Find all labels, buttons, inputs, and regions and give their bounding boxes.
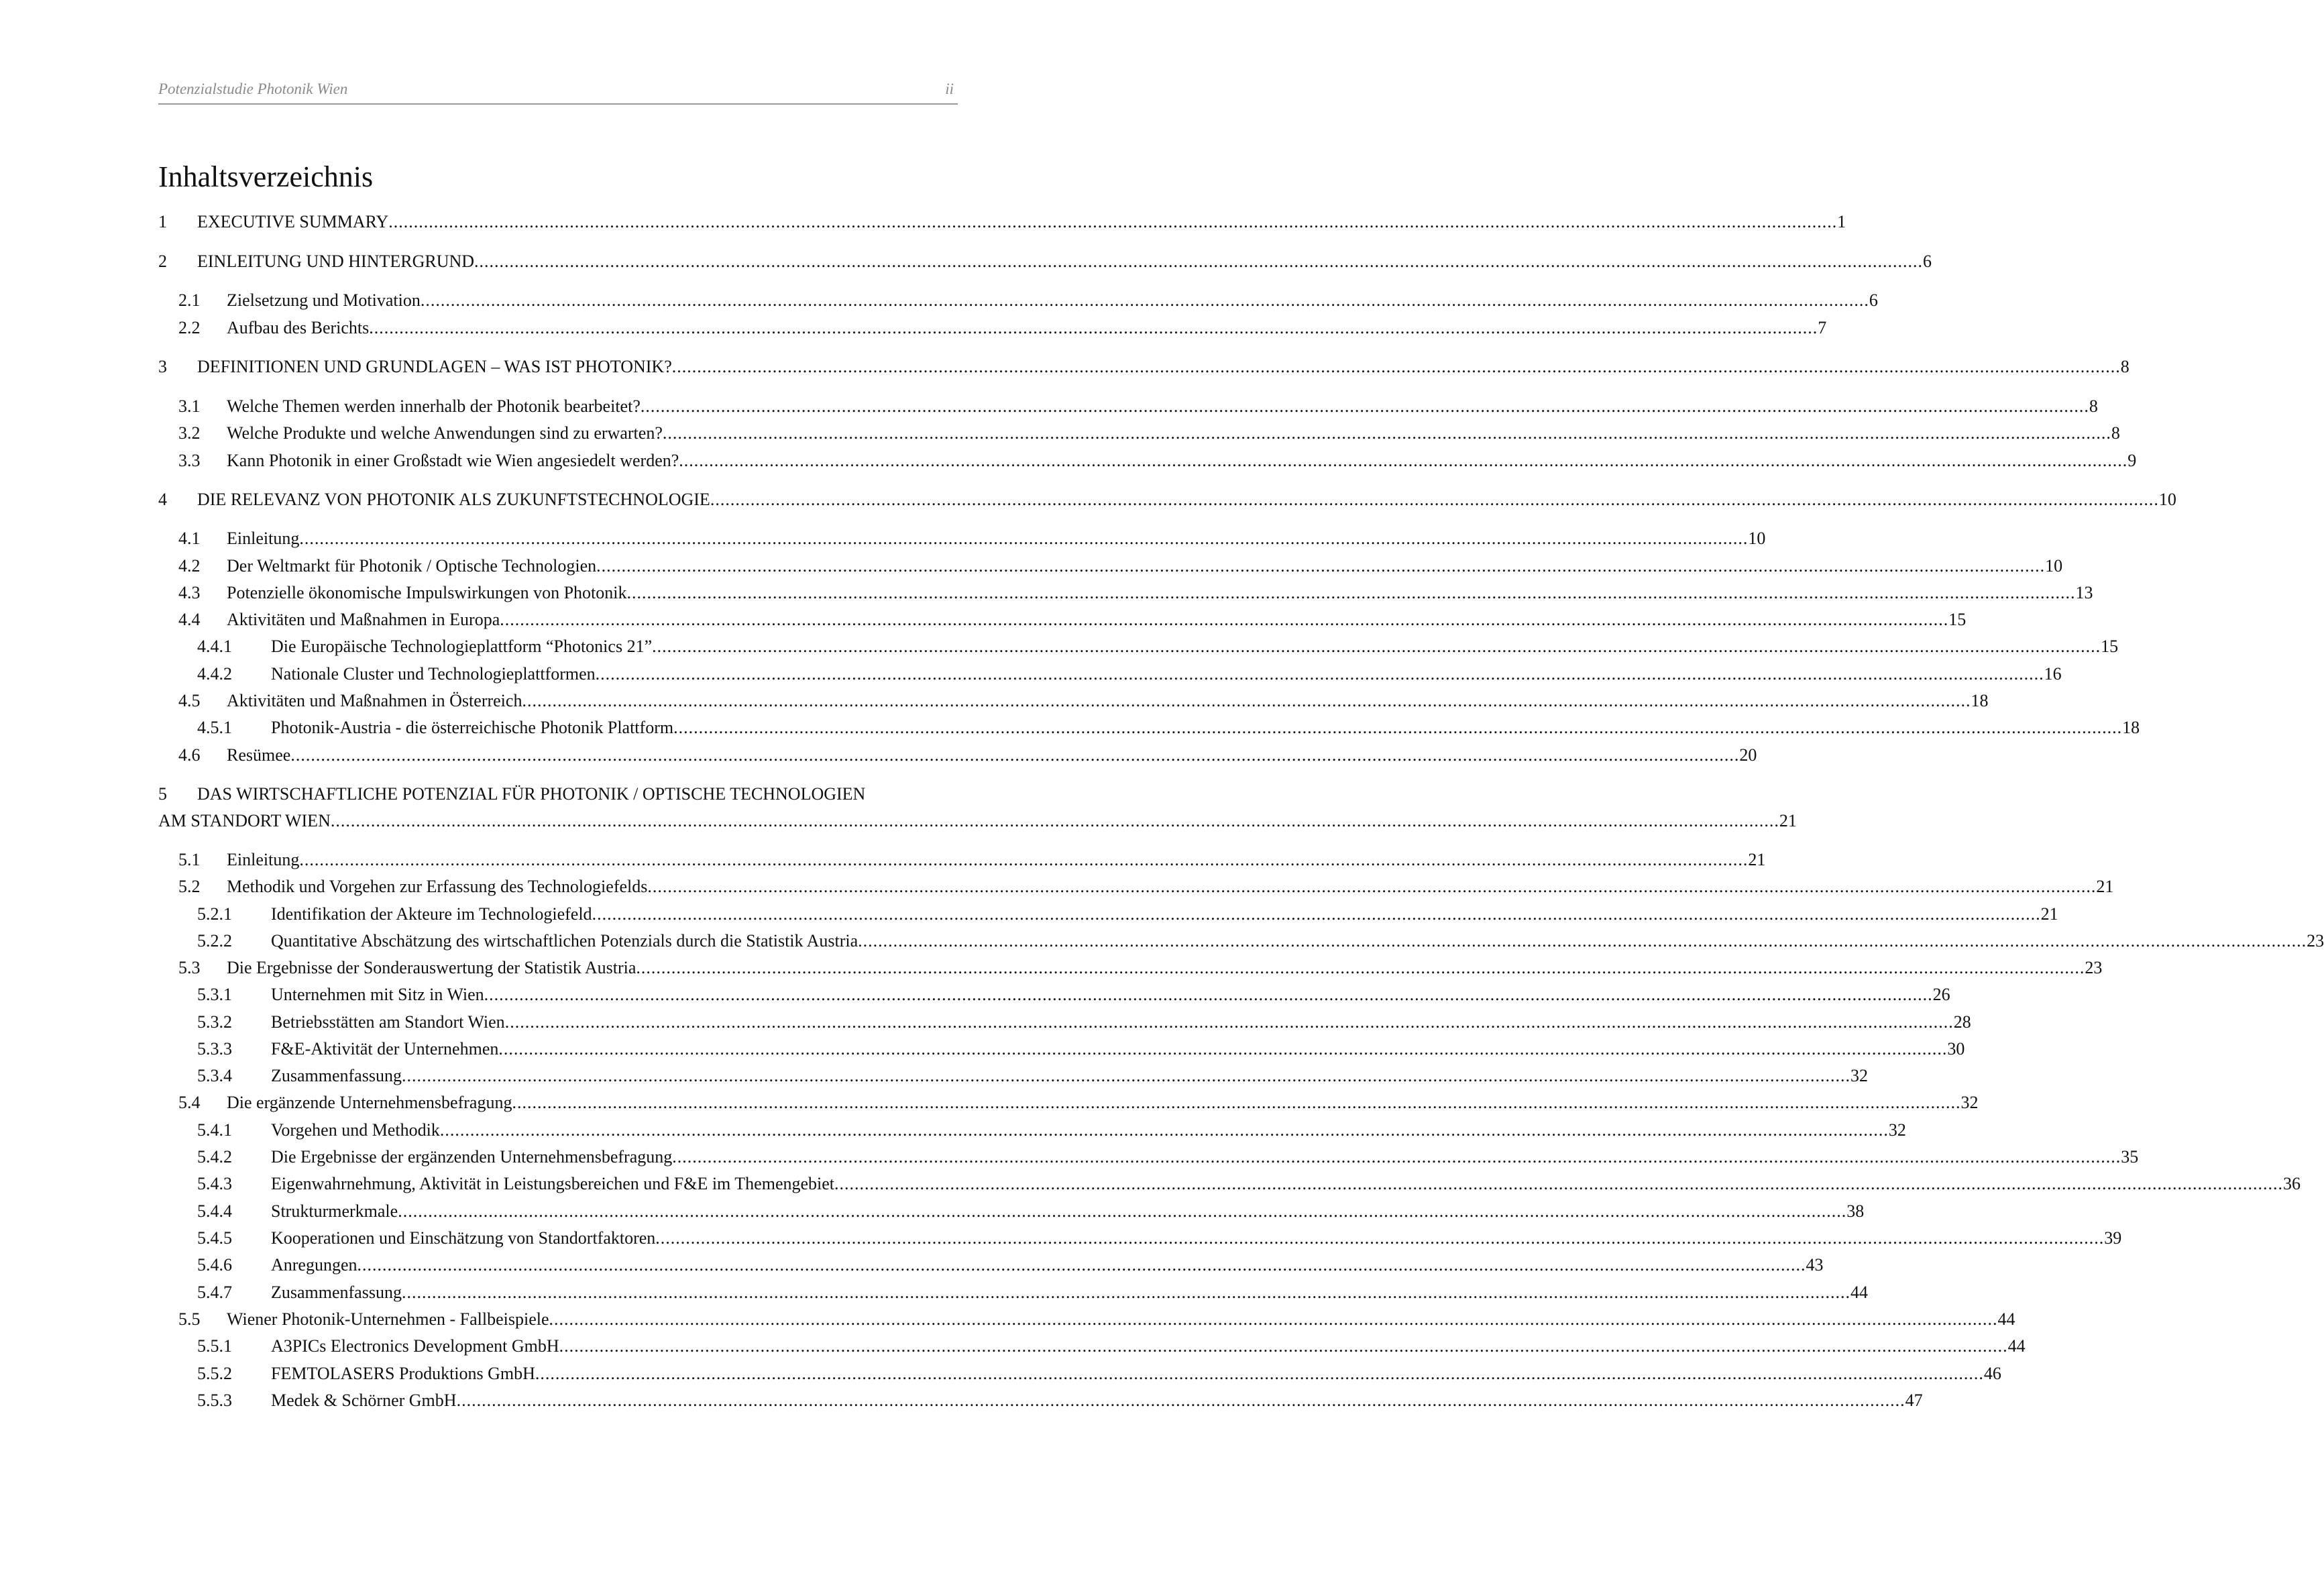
toc-entry[interactable] [158, 395, 2098, 418]
dot-leader: ................................................................................................................................................................................................................................................................................................ [420, 290, 1869, 310]
entry-number: 5.4.6 [197, 1255, 232, 1275]
entry-number: 5 [158, 784, 167, 804]
toc-entry[interactable] [158, 1308, 2015, 1331]
toc-entry[interactable] [158, 1200, 1865, 1223]
entry-page: 44 [1997, 1309, 2015, 1329]
entry-number: 4.5 [178, 691, 201, 710]
toc-entry[interactable] [158, 582, 2093, 604]
entry-number: 5.4.3 [197, 1174, 232, 1193]
entry-number: 5.3.2 [197, 1012, 232, 1032]
entry-title: Photonik-Austria - die österreichische Photonik Plattform [271, 718, 674, 737]
entry-page: 1 [1837, 212, 1846, 231]
entry-page: 44 [2007, 1336, 2026, 1356]
entry-page: 7 [1818, 318, 1827, 337]
toc-entry[interactable] [158, 1362, 2001, 1385]
entry-title: Methodik und Vorgehen zur Erfassung des Technologiefelds [227, 877, 648, 896]
entry-page: 36 [2283, 1174, 2301, 1193]
dot-leader: ................................................................................................................................................................................................................................................................................................ [456, 1391, 1905, 1410]
entry-page: 6 [1869, 290, 1878, 310]
toc-entry[interactable] [158, 1065, 1868, 1087]
entry-page: 10 [2158, 490, 2176, 509]
entry-number: 5.2.2 [197, 931, 232, 951]
toc-entry-first-line[interactable] [158, 783, 955, 806]
toc-entry[interactable] [158, 211, 1846, 233]
entry-title: Die Ergebnisse der ergänzenden Unternehmensbefragung [271, 1147, 673, 1167]
dot-leader: ................................................................................................................................................................................................................................................................................................ [498, 1039, 1948, 1059]
entry-number: 4.4.2 [197, 664, 232, 684]
toc-entry[interactable] [158, 930, 2324, 953]
toc-entry[interactable] [158, 1254, 1824, 1277]
entry-page: 20 [1739, 745, 1757, 765]
toc-entry[interactable] [158, 1335, 2026, 1358]
dot-leader: ................................................................................................................................................................................................................................................................................................ [662, 423, 2111, 443]
page-header [158, 79, 958, 105]
dot-leader: ................................................................................................................................................................................................................................................................................................ [647, 877, 2097, 896]
entry-title: Einleitung [227, 529, 300, 548]
toc-entry[interactable] [158, 1146, 2139, 1169]
toc-entry[interactable] [158, 289, 1878, 312]
toc-entry[interactable] [158, 663, 2062, 686]
toc-entry[interactable] [158, 449, 2137, 472]
dot-leader: ................................................................................................................................................................................................................................................................................................ [858, 931, 2307, 951]
dot-leader: ................................................................................................................................................................................................................................................................................................ [640, 396, 2089, 416]
entry-number: 5.2 [178, 877, 201, 896]
dot-leader: ................................................................................................................................................................................................................................................................................................ [592, 904, 2041, 924]
entry-number: 5.1 [178, 850, 201, 869]
toc-entry[interactable] [158, 1011, 1971, 1034]
entry-page: 46 [1983, 1364, 2001, 1383]
dot-leader: ................................................................................................................................................................................................................................................................................................ [655, 1228, 2105, 1248]
dot-leader: ................................................................................................................................................................................................................................................................................................ [401, 1066, 1850, 1085]
toc-entry[interactable] [158, 250, 1932, 273]
entry-number: 5.2.1 [197, 904, 232, 924]
entry-title: Anregungen [271, 1255, 357, 1275]
toc-entry[interactable] [158, 716, 2140, 739]
toc-entry[interactable] [158, 317, 1827, 339]
dot-leader: ................................................................................................................................................................................................................................................................................................ [679, 451, 2128, 470]
entry-number: 2 [158, 252, 167, 271]
toc-entry[interactable] [158, 1091, 1979, 1114]
dot-leader: ................................................................................................................................................................................................................................................................................................ [439, 1120, 1889, 1140]
entry-page: 26 [1932, 985, 1950, 1004]
entry-title: EXECUTIVE SUMMARY [197, 212, 389, 231]
entry-title: DAS WIRTSCHAFTLICHE POTENZIAL FÜR PHOTONIK / OPTISCHE TECHNOLOGIEN [197, 784, 866, 804]
entry-title: EINLEITUNG UND HINTERGRUND [197, 252, 475, 271]
dot-leader: ................................................................................................................................................................................................................................................................................................ [512, 1093, 1961, 1112]
entry-title: DEFINITIONEN UND GRUNDLAGEN – WAS IST PHOTONIK? [197, 357, 672, 376]
entry-number: 3.2 [178, 423, 201, 443]
dot-leader: ................................................................................................................................................................................................................................................................................................ [299, 529, 1749, 548]
entry-number: 3 [158, 357, 167, 376]
entry-page: 21 [2096, 877, 2114, 896]
entry-title: Die ergänzende Unternehmensbefragung [227, 1093, 512, 1112]
dot-leader: ................................................................................................................................................................................................................................................................................................ [299, 850, 1749, 869]
entry-title: Die Ergebnisse der Sonderauswertung der Statistik Austria [227, 958, 637, 977]
entry-title: Aktivitäten und Maßnahmen in Europa [227, 610, 500, 629]
entry-title-continued: AM STANDORT WIEN [158, 811, 331, 830]
dot-leader: ................................................................................................................................................................................................................................................................................................ [357, 1255, 1806, 1275]
dot-leader: ................................................................................................................................................................................................................................................................................................ [636, 958, 2085, 977]
entry-page: 23 [2307, 931, 2324, 951]
entry-page: 8 [2089, 396, 2098, 416]
entry-page: 8 [2111, 423, 2120, 443]
entry-page: 10 [1748, 529, 1766, 548]
dot-leader: ................................................................................................................................................................................................................................................................................................ [671, 357, 2121, 376]
entry-number: 4 [158, 490, 167, 509]
entry-title: Quantitative Abschätzung des wirtschaftlichen Potenzials durch die Statistik Austria [271, 931, 859, 951]
dot-leader: ................................................................................................................................................................................................................................................................................................ [290, 745, 1740, 765]
entry-page: 6 [1923, 252, 1932, 271]
entry-number: 5.3.1 [197, 985, 232, 1004]
toc-entry[interactable] [158, 1173, 2301, 1195]
entry-page: 28 [1953, 1012, 1971, 1032]
entry-title: Einleitung [227, 850, 300, 869]
entry-number: 5.5 [178, 1309, 201, 1329]
dot-leader: ................................................................................................................................................................................................................................................................................................ [672, 1147, 2121, 1167]
entry-title: Wiener Photonik-Unternehmen - Fallbeispiele [227, 1309, 549, 1329]
page-number: ii [945, 80, 954, 97]
dot-leader: ................................................................................................................................................................................................................................................................................................ [369, 318, 1818, 337]
toc-entry[interactable] [158, 1389, 1923, 1412]
entry-number: 5.5.1 [197, 1336, 232, 1356]
entry-number: 2.1 [178, 290, 201, 310]
entry-title: F&E-Aktivität der Unternehmen [271, 1039, 499, 1059]
entry-page: 30 [1947, 1039, 1965, 1059]
running-title: Potenzialstudie Photonik Wien [158, 80, 348, 97]
entry-title: A3PICs Electronics Development GmbH [271, 1336, 559, 1356]
entry-title: Aufbau des Berichts [227, 318, 370, 337]
dot-leader: ................................................................................................................................................................................................................................................................................................ [474, 252, 1924, 271]
toc-entry[interactable] [158, 810, 1797, 832]
entry-title: Kooperationen und Einschätzung von Standortfaktoren [271, 1228, 656, 1248]
entry-page: 16 [2044, 664, 2062, 684]
entry-page: 13 [2075, 583, 2093, 602]
toc-entry[interactable] [158, 1281, 1868, 1304]
dot-leader: ................................................................................................................................................................................................................................................................................................ [710, 490, 2159, 509]
entry-page: 38 [1846, 1201, 1865, 1221]
dot-leader: ................................................................................................................................................................................................................................................................................................ [626, 583, 2076, 602]
dot-leader: ................................................................................................................................................................................................................................................................................................ [330, 811, 1779, 830]
toc-entry[interactable] [158, 608, 1967, 631]
entry-title: Zielsetzung und Motivation [227, 290, 421, 310]
toc-entry[interactable] [158, 635, 2119, 658]
entry-page: 32 [1850, 1066, 1868, 1085]
entry-title: Zusammenfassung [271, 1283, 402, 1302]
entry-number: 5.4 [178, 1093, 201, 1112]
entry-title: Vorgehen und Methodik [271, 1120, 440, 1140]
entry-number: 5.3.3 [197, 1039, 232, 1059]
entry-title: Unternehmen mit Sitz in Wien [271, 985, 484, 1004]
dot-leader: ................................................................................................................................................................................................................................................................................................ [500, 610, 1949, 629]
entry-title: Betriebsstätten am Standort Wien [271, 1012, 505, 1032]
entry-number: 5.5.3 [197, 1391, 232, 1410]
entry-number: 3.3 [178, 451, 201, 470]
toc-entry[interactable] [158, 555, 2063, 578]
entry-page: 23 [2085, 958, 2103, 977]
toc-entry[interactable] [158, 527, 1766, 550]
entry-number: 4.5.1 [197, 718, 232, 737]
dot-leader: ................................................................................................................................................................................................................................................................................................ [834, 1174, 2284, 1193]
entry-title: Aktivitäten und Maßnahmen in Österreich [227, 691, 522, 710]
dot-leader: ................................................................................................................................................................................................................................................................................................ [559, 1336, 2008, 1356]
entry-page: 47 [1905, 1391, 1923, 1410]
entry-number: 4.4 [178, 610, 201, 629]
entry-page: 9 [2127, 451, 2137, 470]
entry-title: DIE RELEVANZ VON PHOTONIK ALS ZUKUNFTSTECHNOLOGIE [197, 490, 710, 509]
entry-number: 2.2 [178, 318, 201, 337]
toc-entry[interactable] [158, 744, 1757, 767]
entry-page: 39 [2104, 1228, 2122, 1248]
entry-number: 5.4.1 [197, 1120, 232, 1140]
entry-title: Identifikation der Akteure im Technologiefeld [271, 904, 592, 924]
toc-entry[interactable] [158, 356, 2129, 378]
entry-page: 18 [2122, 718, 2140, 737]
entry-page: 32 [1960, 1093, 1979, 1112]
entry-number: 5.3 [178, 958, 201, 977]
toc-entry[interactable] [158, 488, 2176, 511]
entry-number: 5.3.4 [197, 1066, 232, 1085]
dot-leader: ................................................................................................................................................................................................................................................................................................ [673, 718, 2123, 737]
entry-title: Medek & Schörner GmbH [271, 1391, 457, 1410]
entry-title: Der Weltmarkt für Photonik / Optische Technologien [227, 556, 597, 576]
toc-heading: Inhaltsverzeichnis [158, 160, 374, 193]
dot-leader: ................................................................................................................................................................................................................................................................................................ [388, 212, 1838, 231]
entry-page: 21 [1779, 811, 1797, 830]
dot-leader: ................................................................................................................................................................................................................................................................................................ [401, 1283, 1850, 1302]
entry-title: Nationale Cluster und Technologieplattformen [271, 664, 596, 684]
entry-title: Eigenwahrnehmung, Aktivität in Leistungsbereichen und F&E im Themengebiet [271, 1174, 835, 1193]
dot-leader: ................................................................................................................................................................................................................................................................................................ [504, 1012, 1954, 1032]
dot-leader: ................................................................................................................................................................................................................................................................................................ [484, 985, 1933, 1004]
entry-page: 21 [1748, 850, 1766, 869]
entry-title: Resümee [227, 745, 291, 765]
entry-number: 4.3 [178, 583, 201, 602]
dot-leader: ................................................................................................................................................................................................................................................................................................ [535, 1364, 1984, 1383]
entry-number: 4.1 [178, 529, 201, 548]
entry-page: 18 [1971, 691, 1989, 710]
entry-page: 8 [2120, 357, 2129, 376]
dot-leader: ................................................................................................................................................................................................................................................................................................ [549, 1309, 1998, 1329]
entry-title: Kann Photonik in einer Großstadt wie Wien angesiedelt werden? [227, 451, 679, 470]
toc-entry[interactable] [158, 903, 2058, 926]
toc-entry[interactable] [158, 1119, 1906, 1142]
entry-number: 5.4.4 [197, 1201, 232, 1221]
entry-number: 5.5.2 [197, 1364, 232, 1383]
entry-number: 3.1 [178, 396, 201, 416]
toc-entry[interactable] [158, 849, 1766, 871]
entry-number: 5.4.2 [197, 1147, 232, 1167]
entry-title: Strukturmerkmale [271, 1201, 398, 1221]
entry-number: 4.6 [178, 745, 201, 765]
toc-entry[interactable] [158, 957, 2103, 979]
entry-title: Zusammenfassung [271, 1066, 402, 1085]
toc-entry[interactable] [158, 1227, 2122, 1250]
entry-number: 4.4.1 [197, 637, 232, 656]
entry-number: 4.2 [178, 556, 201, 576]
entry-number: 1 [158, 212, 167, 231]
entry-page: 35 [2121, 1147, 2139, 1167]
entry-title: FEMTOLASERS Produktions GmbH [271, 1364, 535, 1383]
entry-title: Die Europäische Technologieplattform “Photonics 21” [271, 637, 653, 656]
entry-page: 15 [2101, 637, 2119, 656]
toc-entry[interactable] [158, 690, 1989, 712]
dot-leader: ................................................................................................................................................................................................................................................................................................ [596, 556, 2046, 576]
toc-entry[interactable] [158, 875, 2114, 898]
entry-page: 10 [2045, 556, 2063, 576]
toc-entry[interactable] [158, 983, 1950, 1006]
dot-leader: ................................................................................................................................................................................................................................................................................................ [652, 637, 2101, 656]
entry-page: 15 [1948, 610, 1967, 629]
toc-entry[interactable] [158, 422, 2120, 445]
entry-number: 5.4.5 [197, 1228, 232, 1248]
entry-page: 32 [1888, 1120, 1906, 1140]
entry-title: Potenzielle ökonomische Impulswirkungen von Photonik [227, 583, 627, 602]
entry-page: 44 [1850, 1283, 1868, 1302]
entry-title: Welche Themen werden innerhalb der Photonik bearbeitet? [227, 396, 641, 416]
entry-number: 5.4.7 [197, 1283, 232, 1302]
entry-title: Welche Produkte und welche Anwendungen sind zu erwarten? [227, 423, 663, 443]
toc-entry[interactable] [158, 1038, 1965, 1061]
entry-page: 43 [1806, 1255, 1824, 1275]
dot-leader: ................................................................................................................................................................................................................................................................................................ [398, 1201, 1847, 1221]
entry-page: 21 [2040, 904, 2058, 924]
dot-leader: ................................................................................................................................................................................................................................................................................................ [522, 691, 1971, 710]
dot-leader: ................................................................................................................................................................................................................................................................................................ [595, 664, 2044, 684]
